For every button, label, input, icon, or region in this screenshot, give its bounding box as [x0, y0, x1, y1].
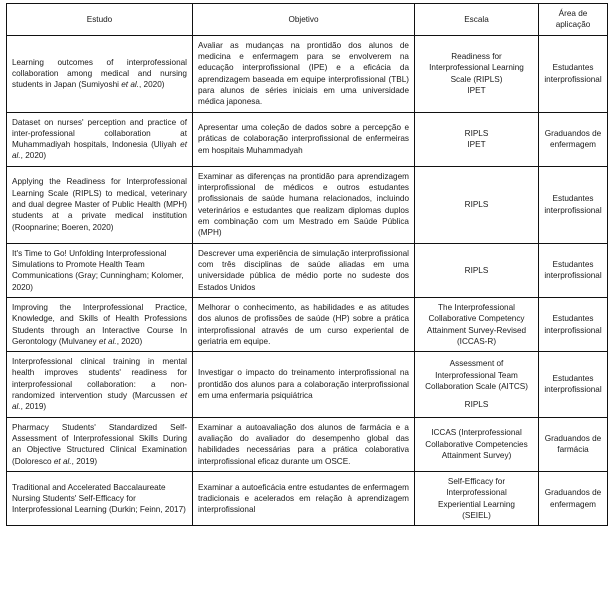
scale-spacer: [420, 392, 533, 399]
area-line: Graduandos de: [544, 128, 602, 138]
cell-objetivo: [193, 112, 415, 166]
cell-escala: [415, 35, 539, 112]
study-objective: Avaliar as mudanças na prontidão dos alunos de medicina e enfermagem para se envolverem na educação interprofissional (IPE) e a eficácia da aprendizagem baseada em equipe interprofissional (TBL) para alunos de séries iniciais em uma universidade médica japonesa.: [198, 40, 409, 107]
scale-line: Scale (RIPLS): [450, 74, 503, 84]
area-line: interprofissional: [544, 271, 602, 281]
cell-escala: [415, 243, 539, 297]
study-objective: Investigar o impacto do treinamento interprofissional na prontidão dos alunos para a colaboração interprofissional em uma enfermaria psiquiátrica: [198, 368, 409, 401]
study-title: Interprofessional clinical training in mental health improves students' readiness for interprofessional collaboration: a non-randomized intervention study (Marcussen et al., 2019): [12, 357, 187, 412]
study-objective: Melhorar o conhecimento, as habilidades e as atitudes dos alunos de profissões de saúde (HP) sobre a prática interprofissional através de um curso experiental de geriatria em equipe.: [198, 302, 409, 346]
column-header-area-aplicacao: [539, 4, 608, 36]
study-objective: Apresentar uma coleção de dados sobre a percepção e práticas de colaboração interprofissional de enfermeiras em hospitais Muhammadyah: [198, 123, 409, 155]
cell-escala: [415, 297, 539, 351]
cell-estudo: [7, 297, 193, 351]
scale-line: Collaborative Competency: [428, 314, 525, 324]
scale-line: Readiness for: [451, 51, 502, 61]
table-row: [7, 417, 608, 471]
cell-objetivo: [193, 35, 415, 112]
scale-line: RIPLS: [464, 400, 489, 410]
cell-objetivo: [193, 352, 415, 418]
column-header-estudo: Estudo: [7, 4, 193, 36]
area-line: interprofissional: [544, 325, 602, 335]
table-row: [7, 166, 608, 243]
area-line: interprofissional: [544, 74, 602, 84]
study-objective: Examinar a autoeficácia entre estudantes de enfermagem tradicionais e acelerados em relação à aprendizagem interprofissional: [198, 482, 409, 515]
cell-escala: [415, 166, 539, 243]
area-line: enfermagem: [550, 140, 596, 150]
column-header-objetivo: Objetivo: [193, 4, 415, 36]
scale-line: RIPLS: [464, 128, 489, 138]
area-line: farmácia: [557, 445, 589, 455]
area-line: Estudantes: [552, 259, 594, 269]
study-title: Dataset on nurses' perception and practice of inter-professional collaboration at Muhammadiyah hospitals, Indonesia (Uliyah et al., 2020): [12, 117, 187, 161]
cell-area-aplicacao: [539, 417, 608, 471]
scale-line: Assessment of: [449, 359, 504, 369]
table-row: [7, 243, 608, 297]
table-row: [7, 112, 608, 166]
area-line: enfermagem: [550, 499, 596, 509]
cell-objetivo: [193, 417, 415, 471]
interprofessional-studies-table: [6, 3, 608, 526]
cell-objetivo: [193, 297, 415, 351]
cell-estudo: [7, 417, 193, 471]
study-objective: Examinar as diferenças na prontidão para aprendizagem interprofissional de médicos e outros estudantes profissionais de saúde humana relacionados, incluindo veterinários e estudantes que realizam diplomas duplos em combinação com um Mestrado em Saúde Pública (MPH): [198, 171, 409, 238]
cell-escala: [415, 352, 539, 418]
table-row: [7, 297, 608, 351]
study-title: Learning outcomes of interprofessional collaboration among medical and nursing students in Japan (Sumiyoshi et al., 2020): [12, 57, 187, 90]
cell-area-aplicacao: [539, 243, 608, 297]
scale-line: Experiential Learning: [438, 499, 515, 509]
area-line: Graduandos de: [544, 434, 602, 443]
area-line: interprofissional: [544, 205, 602, 215]
scale-line: Attainment Survey-Revised: [426, 325, 527, 335]
scale-line: (SEIEL): [462, 510, 491, 520]
cell-estudo: [7, 166, 193, 243]
scale-line: RIPLS: [464, 265, 489, 275]
study-title: Improving the Interprofessional Practice, Knowledge, and Skills of Health Professions Students through an Interactive Course In Gerontology (Mulvaney et al., 2020): [12, 302, 187, 346]
cell-area-aplicacao: [539, 297, 608, 351]
study-objective: Examinar a autoavaliação dos alunos de farmácia e a avaliação do avaliador do desempenho global das habilidades necessárias para a prática colaborativa interprofissional eficaz durante um OSCE.: [198, 422, 409, 466]
study-title: Pharmacy Students' Standardized Self-Assessment of Interprofessional Skills During an Objective Structured Clinical Examination (Doloresco et al., 2019): [12, 422, 187, 466]
cell-estudo: [7, 112, 193, 166]
study-title: Traditional and Accelerated Baccalaureate Nursing Students' Self-Efficacy for Interprofessional Learning (Durkin; Feinn, 2017): [12, 482, 186, 515]
table-row: [7, 35, 608, 112]
table-body: [7, 35, 608, 526]
study-title: Applying the Readiness for Interprofessional Learning Scale (RIPLS) to medical, veterinary and dual degree Master of Public Health (MPH) students at a private medical institution (Roopnarine; Boeren, 2020): [12, 177, 187, 232]
scale-line: Attainment Survey): [441, 450, 512, 460]
area-line: interprofissional: [544, 385, 602, 395]
cell-objetivo: [193, 166, 415, 243]
scale-line: IPET: [467, 85, 486, 95]
scale-line: Interprofessional: [446, 488, 507, 498]
scale-line: ICCAS (Interprofessional: [431, 428, 522, 438]
scale-line: Interprofessional Team: [435, 370, 518, 380]
column-header-escala: Escala: [415, 4, 539, 36]
cell-estudo: [7, 471, 193, 525]
cell-escala: [415, 417, 539, 471]
table-row: [7, 471, 608, 525]
area-line: Graduandos de: [544, 488, 602, 498]
cell-area-aplicacao: [539, 112, 608, 166]
cell-area-aplicacao: [539, 471, 608, 525]
cell-area-aplicacao: [539, 166, 608, 243]
area-line: Estudantes: [552, 63, 594, 73]
area-line: Estudantes: [552, 314, 594, 324]
column-header-area-line1: Área de: [558, 9, 588, 18]
cell-objetivo: [193, 471, 415, 525]
cell-escala: [415, 471, 539, 525]
area-line: Estudantes: [552, 374, 594, 384]
column-header-area-line2: aplicação: [555, 20, 591, 30]
cell-escala: [415, 112, 539, 166]
scale-line: The Interprofessional: [438, 302, 515, 312]
study-objective: Descrever uma experiência de simulação interprofissional com três disciplinas de saúde aliadas em uma universidade pública de médio porte no sudeste dos Estados Unidos: [198, 248, 409, 292]
scale-line: Collaboration Scale (AITCS): [425, 381, 528, 391]
scale-line: (ICCAS-R): [456, 336, 497, 346]
cell-area-aplicacao: [539, 352, 608, 418]
cell-estudo: [7, 243, 193, 297]
scale-line: Collaborative Competencies: [425, 439, 528, 449]
scale-line: Self-Efficacy for: [447, 476, 506, 486]
cell-estudo: [7, 35, 193, 112]
table-header: [7, 4, 608, 36]
cell-objetivo: [193, 243, 415, 297]
study-title: It's Time to Go! Unfolding Interprofessional Simulations to Promote Health Team Communications (Gray; Cunningham; Kolomer, 2020): [12, 248, 184, 292]
cell-area-aplicacao: [539, 35, 608, 112]
table-row: [7, 352, 608, 418]
scale-line: Interprofessional Learning: [429, 63, 524, 73]
scale-line: IPET: [467, 140, 486, 150]
table-header-row: [7, 4, 608, 36]
area-line: Estudantes: [552, 194, 594, 204]
cell-estudo: [7, 352, 193, 418]
scale-line: RIPLS: [464, 200, 489, 210]
